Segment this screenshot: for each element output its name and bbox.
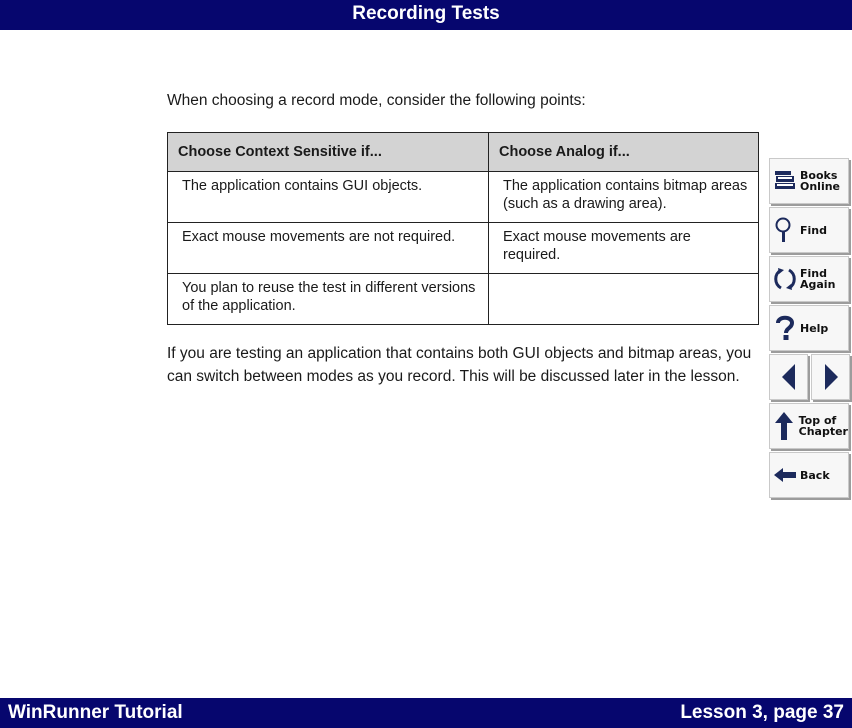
- page-indicator: Lesson 3, page 37: [680, 702, 844, 723]
- arrow-up-icon: [770, 410, 799, 442]
- top-of-chapter-button[interactable]: [769, 403, 849, 449]
- table-cell: You plan to reuse the test in different versions of the application.: [168, 274, 489, 325]
- table-cell: Exact mouse movements are not required.: [168, 223, 489, 274]
- table-cell: [489, 274, 759, 325]
- table-cell: The application contains bitmap areas (such as a drawing area).: [489, 172, 759, 223]
- find-again-icon: [770, 266, 800, 292]
- question-mark-icon: [770, 314, 800, 342]
- help-label: Help: [800, 321, 829, 335]
- find-again-label: Find Again: [800, 267, 836, 291]
- find-button[interactable]: [769, 207, 849, 253]
- back-label: Back: [800, 468, 830, 482]
- table-header-row: [168, 133, 759, 172]
- column-header-analog: Choose Analog if...: [489, 133, 759, 172]
- table-row: [168, 274, 759, 325]
- intro-text: When choosing a record mode, consider the following points:: [167, 92, 586, 109]
- books-online-label: Books Online: [800, 169, 841, 193]
- books-icon: [770, 168, 800, 194]
- record-mode-table: [167, 132, 759, 325]
- back-button[interactable]: [769, 452, 849, 498]
- navigation-panel: [769, 158, 851, 501]
- next-page-button[interactable]: [811, 354, 850, 400]
- back-arrow-icon: [770, 465, 800, 485]
- table-cell: The application contains GUI objects.: [168, 172, 489, 223]
- table-cell: Exact mouse movements are required.: [489, 223, 759, 274]
- find-again-button[interactable]: [769, 256, 849, 302]
- page-nav-row: [769, 354, 851, 400]
- table-row: [168, 223, 759, 274]
- top-of-chapter-label: Top of Chapter: [798, 414, 848, 438]
- arrow-left-icon: [779, 362, 799, 392]
- books-online-button[interactable]: [769, 158, 849, 204]
- footer-bar: [0, 698, 852, 728]
- table-row: [168, 172, 759, 223]
- page-title: Recording Tests: [352, 3, 500, 24]
- book-title: WinRunner Tutorial: [8, 702, 183, 723]
- help-button[interactable]: [769, 305, 849, 351]
- body-paragraph: If you are testing an application that contains both GUI objects and bitmap areas, you can switch between modes as you record. This will be discussed later in the lesson.: [167, 345, 752, 385]
- column-header-context-sensitive: Choose Context Sensitive if...: [168, 133, 489, 172]
- find-label: Find: [800, 223, 827, 237]
- magnifier-icon: [770, 216, 800, 244]
- page-title-bar: [0, 0, 852, 30]
- arrow-right-icon: [821, 362, 841, 392]
- previous-page-button[interactable]: [769, 354, 808, 400]
